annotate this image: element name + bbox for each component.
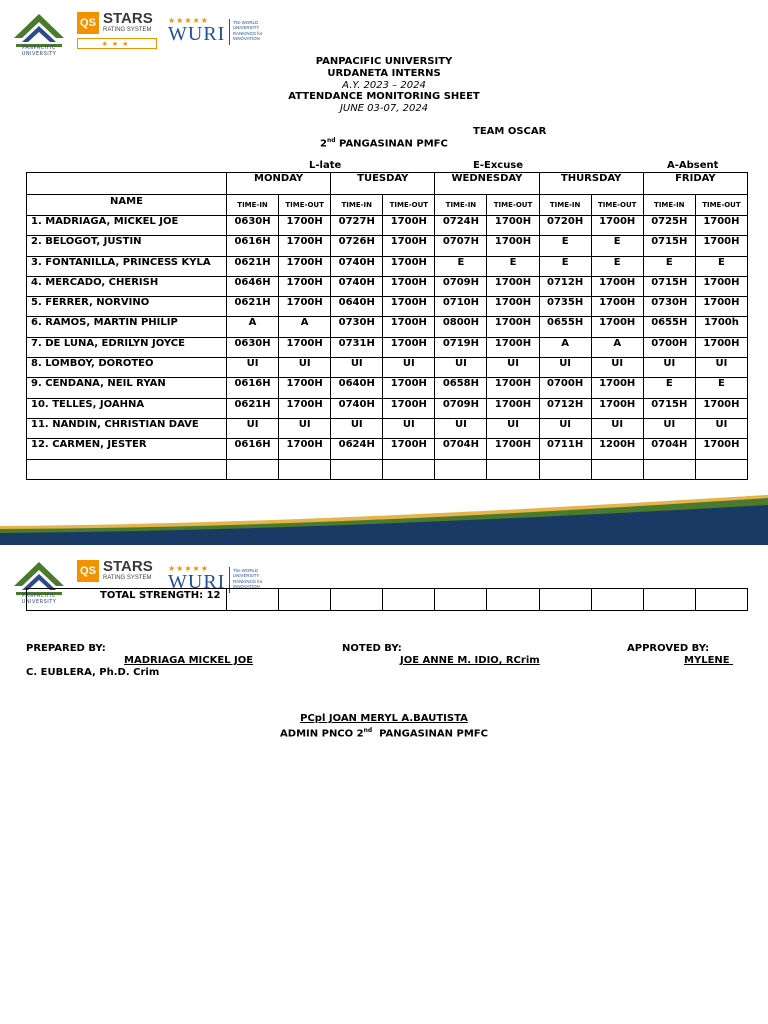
empty-cell [643, 589, 695, 611]
time-out-cell: 1700H [487, 337, 539, 357]
time-out-cell: 1700H [383, 256, 435, 276]
time-out-cell [695, 459, 747, 479]
time-in-cell: UI [643, 358, 695, 378]
time-out-cell: 1700H [591, 216, 643, 236]
time-out-cell: 1700H [695, 216, 747, 236]
approved-by-label: APPROVED BY: [627, 643, 710, 654]
time-out-cell: 1700H [695, 439, 747, 459]
name-header-blank [27, 173, 227, 195]
table-row [27, 276, 748, 296]
time-in-cell: 0735H [539, 297, 591, 317]
wurl-logo-text: WURI [168, 571, 226, 593]
time-in-cell: UI [331, 358, 383, 378]
time-in-cell: A [539, 337, 591, 357]
time-out-header: TIME-OUT [279, 195, 331, 216]
time-in-cell [643, 459, 695, 479]
table-row [27, 337, 748, 357]
time-out-cell: 1700H [383, 337, 435, 357]
table-row [27, 418, 748, 438]
time-out-cell: 1700H [487, 276, 539, 296]
time-in-cell: 0730H [643, 297, 695, 317]
time-in-cell: 0725H [643, 216, 695, 236]
wurl-divider [229, 19, 230, 45]
time-in-cell: UI [435, 358, 487, 378]
wurl-stars: ★★★★★ [168, 564, 209, 573]
time-out-cell: 1700h [695, 317, 747, 337]
time-out-cell: E [695, 256, 747, 276]
time-out-cell: 1700H [279, 337, 331, 357]
time-in-cell: E [435, 256, 487, 276]
admin-title-unit: PANGASINAN PMFC [372, 728, 488, 740]
time-in-cell: UI [539, 358, 591, 378]
time-in-cell: 0740H [331, 256, 383, 276]
time-out-cell: 1700H [279, 216, 331, 236]
time-in-cell: 0719H [435, 337, 487, 357]
time-out-cell: 1700H [383, 378, 435, 398]
time-in-cell: 0709H [435, 398, 487, 418]
time-out-cell: 1700H [591, 276, 643, 296]
prepared-by-label: PREPARED BY: [26, 643, 106, 654]
legend-absent: A-Absent [667, 160, 719, 171]
day-header-row [27, 173, 748, 195]
time-out-cell: UI [487, 358, 539, 378]
time-in-cell: 0700H [643, 337, 695, 357]
time-in-cell: UI [227, 358, 279, 378]
wurl-description: The WORLD UNIVERSITY RANKINGS for INNOVATION [233, 20, 263, 41]
time-out-cell: 1700H [487, 216, 539, 236]
time-in-cell: E [539, 256, 591, 276]
time-in-cell: 0621H [227, 297, 279, 317]
intern-name-cell: 10. TELLES, JOAHNA [27, 398, 227, 418]
time-in-cell: 0740H [331, 398, 383, 418]
time-out-header: TIME-OUT [383, 195, 435, 216]
time-out-cell: UI [279, 418, 331, 438]
time-in-cell: 0720H [539, 216, 591, 236]
time-out-cell: 1700H [383, 398, 435, 418]
intern-name-cell: 5. FERRER, NORVINO [27, 297, 227, 317]
time-out-cell: UI [695, 418, 747, 438]
unit-name [320, 137, 448, 149]
table-row [27, 459, 748, 479]
time-in-cell: 0712H [539, 276, 591, 296]
intern-name-cell [27, 459, 227, 479]
time-in-cell: 0726H [331, 236, 383, 256]
time-out-cell: 1700H [279, 236, 331, 256]
time-in-cell: 0709H [435, 276, 487, 296]
day-header: FRIDAY [643, 173, 747, 195]
time-out-cell: 1700H [695, 337, 747, 357]
time-out-cell: UI [383, 418, 435, 438]
time-out-cell [383, 459, 435, 479]
time-in-header: TIME-IN [435, 195, 487, 216]
time-out-cell: UI [487, 418, 539, 438]
time-out-cell: 1700H [279, 439, 331, 459]
time-in-cell: E [643, 378, 695, 398]
time-in-cell: 0640H [331, 378, 383, 398]
time-out-cell [487, 459, 539, 479]
day-header: WEDNESDAY [435, 173, 539, 195]
qs-tag: QS [77, 560, 99, 582]
qs-subtitle: RATING SYSTEM [103, 575, 152, 581]
time-in-cell: 0715H [643, 236, 695, 256]
qs-title: STARS [103, 10, 153, 27]
time-in-cell: 0655H [539, 317, 591, 337]
time-out-cell: A [591, 337, 643, 357]
time-in-cell: 0704H [435, 439, 487, 459]
time-out-cell: 1700H [279, 256, 331, 276]
time-out-cell: 1700H [695, 276, 747, 296]
time-in-header: TIME-IN [227, 195, 279, 216]
time-in-cell: 0710H [435, 297, 487, 317]
qs-subtitle: RATING SYSTEM [103, 27, 152, 33]
time-out-cell: UI [383, 358, 435, 378]
day-header: MONDAY [227, 173, 331, 195]
time-in-cell: 0621H [227, 398, 279, 418]
noted-by-label: NOTED BY: [342, 643, 402, 654]
time-in-cell [539, 459, 591, 479]
empty-cell [331, 589, 383, 611]
academic-year: A.Y. 2023 – 2024 [342, 80, 426, 91]
qs-rating-stars: ★★★ [77, 38, 157, 49]
seal-caption: PANPACIFIC UNIVERSITY [21, 593, 57, 605]
table-row [27, 378, 748, 398]
noted-by-name: JOE ANNE M. IDIO, RCrim [400, 655, 540, 666]
time-out-cell: 1700H [591, 398, 643, 418]
legend-excuse: E-Excuse [473, 160, 524, 171]
day-header: TUESDAY [331, 173, 435, 195]
time-out-cell: 1700H [487, 398, 539, 418]
time-out-cell: A [279, 317, 331, 337]
time-out-header: TIME-OUT [695, 195, 747, 216]
sheet-title: ATTENDANCE MONITORING SHEET [288, 91, 480, 102]
time-in-header: TIME-IN [331, 195, 383, 216]
qs-stars-logo [77, 12, 157, 50]
time-in-header: TIME-IN [643, 195, 695, 216]
table-row [27, 439, 748, 459]
total-strength: TOTAL STRENGTH: 12 [27, 589, 227, 611]
time-in-cell: 0715H [643, 398, 695, 418]
admin-name: PCpl JOAN MERYL A.BAUTISTA [300, 713, 468, 724]
table-row [27, 236, 748, 256]
qs-title: STARS [103, 558, 153, 575]
intern-name-cell: 8. LOMBOY, DOROTEO [27, 358, 227, 378]
time-in-cell: 0646H [227, 276, 279, 296]
time-out-cell: 1700H [695, 398, 747, 418]
intern-name-cell: 12. CARMEN, JESTER [27, 439, 227, 459]
unit-label: PANGASINAN PMFC [335, 138, 448, 150]
time-in-cell: UI [643, 418, 695, 438]
time-out-cell: 1200H [591, 439, 643, 459]
time-in-cell: E [539, 236, 591, 256]
intern-name-cell: 9. CENDANA, NEIL RYAN [27, 378, 227, 398]
empty-cell [487, 589, 539, 611]
time-out-cell [591, 459, 643, 479]
time-out-cell: UI [279, 358, 331, 378]
unit-ordinal: 2 [320, 138, 327, 150]
time-out-cell: 1700H [383, 276, 435, 296]
time-in-cell: 0731H [331, 337, 383, 357]
intern-name-cell: 6. RAMOS, MARTIN PHILIP [27, 317, 227, 337]
time-out-cell: E [591, 236, 643, 256]
table-row [27, 358, 748, 378]
time-in-cell: 0655H [643, 317, 695, 337]
time-in-cell: 0700H [539, 378, 591, 398]
attendance-body [27, 216, 748, 480]
empty-cell [383, 589, 435, 611]
time-in-cell: 0707H [435, 236, 487, 256]
logo-bar-top [0, 0, 290, 60]
wurl-description: The WORLD UNIVERSITY RANKINGS for INNOVATION [233, 568, 263, 589]
decorative-wave-band [0, 495, 768, 545]
time-out-cell: 1700H [383, 236, 435, 256]
time-in-cell: 0640H [331, 297, 383, 317]
table-row [27, 398, 748, 418]
table-row [27, 297, 748, 317]
empty-cell [591, 589, 643, 611]
table-row [27, 317, 748, 337]
time-in-cell: 0616H [227, 439, 279, 459]
time-out-cell: UI [591, 418, 643, 438]
time-in-cell: 0715H [643, 276, 695, 296]
subheader-row [27, 195, 748, 216]
time-in-cell: A [227, 317, 279, 337]
name-header: NAME [27, 195, 227, 216]
time-out-cell: 1700H [591, 317, 643, 337]
time-out-cell: 1700H [383, 317, 435, 337]
sheet-period: JUNE 03-07, 2024 [339, 103, 429, 114]
table-row [27, 216, 748, 236]
time-in-header: TIME-IN [539, 195, 591, 216]
time-out-cell: E [695, 378, 747, 398]
time-in-cell: 0616H [227, 236, 279, 256]
time-out-cell: 1700H [487, 236, 539, 256]
legend-late: L-late [309, 160, 342, 171]
time-out-cell: UI [591, 358, 643, 378]
time-in-cell: 0616H [227, 378, 279, 398]
unit-ordinal-suffix: nd [326, 137, 336, 144]
time-in-cell [227, 459, 279, 479]
time-in-cell: 0704H [643, 439, 695, 459]
time-in-cell: 0800H [435, 317, 487, 337]
time-in-cell: UI [539, 418, 591, 438]
time-out-cell: UI [695, 358, 747, 378]
time-out-cell: E [487, 256, 539, 276]
time-out-cell: 1700H [695, 236, 747, 256]
time-out-cell: 1700H [383, 216, 435, 236]
empty-cell [227, 589, 279, 611]
time-out-cell: 1700H [487, 297, 539, 317]
time-in-cell: 0621H [227, 256, 279, 276]
time-out-cell: 1700H [591, 378, 643, 398]
time-in-cell: 0740H [331, 276, 383, 296]
time-out-header: TIME-OUT [487, 195, 539, 216]
time-in-cell: 0730H [331, 317, 383, 337]
time-out-cell: E [591, 256, 643, 276]
time-in-cell: UI [331, 418, 383, 438]
time-in-cell: UI [435, 418, 487, 438]
time-out-cell: 1700H [383, 439, 435, 459]
approved-by-name: MYLENE [684, 655, 734, 666]
time-in-cell: E [643, 256, 695, 276]
empty-cell [279, 589, 331, 611]
admin-title-prefix: ADMIN PNCO 2 [280, 728, 364, 740]
university-name: PANPACIFIC UNIVERSITY [315, 56, 453, 67]
wurl-logo-text: WURI [168, 23, 226, 45]
time-in-cell [435, 459, 487, 479]
intern-name-cell: 11. NANDIN, CHRISTIAN DAVE [27, 418, 227, 438]
time-out-cell: 1700H [487, 439, 539, 459]
time-out-cell: 1700H [279, 398, 331, 418]
time-in-cell: 0727H [331, 216, 383, 236]
prepared-by-name: MADRIAGA MICKEL JOE [124, 655, 254, 666]
time-out-cell: 1700H [279, 297, 331, 317]
admin-title [0, 725, 768, 740]
program-name: URDANETA INTERNS [327, 68, 441, 79]
time-in-cell [331, 459, 383, 479]
qs-tag: QS [77, 12, 99, 34]
time-out-cell: 1700H [279, 378, 331, 398]
intern-name-cell: 4. MERCADO, CHERISH [27, 276, 227, 296]
day-header: THURSDAY [539, 173, 643, 195]
time-in-cell: 0624H [331, 439, 383, 459]
wurl-stars: ★★★★★ [168, 16, 209, 25]
time-out-header: TIME-OUT [591, 195, 643, 216]
approved-by-name-continued: C. EUBLERA, Ph.D. Crim [26, 667, 160, 678]
empty-cell [435, 589, 487, 611]
intern-name-cell: 2. BELOGOT, JUSTIN [27, 236, 227, 256]
intern-name-cell: 1. MADRIAGA, MICKEL JOE [27, 216, 227, 236]
empty-cell [539, 589, 591, 611]
seal-caption: PANPACIFIC UNIVERSITY [21, 45, 57, 57]
time-out-cell: 1700H [279, 276, 331, 296]
time-out-cell: 1700H [487, 378, 539, 398]
time-out-cell: 1700H [383, 297, 435, 317]
time-out-cell: 1700H [591, 297, 643, 317]
attendance-table [26, 172, 748, 480]
time-in-cell: 0724H [435, 216, 487, 236]
time-out-cell: 1700H [487, 317, 539, 337]
strength-row [27, 589, 748, 611]
time-in-cell: 0630H [227, 337, 279, 357]
time-out-cell: 1700H [695, 297, 747, 317]
time-out-cell [279, 459, 331, 479]
intern-name-cell: 7. DE LUNA, EDRILYN JOYCE [27, 337, 227, 357]
empty-cell [695, 589, 747, 611]
time-in-cell: 0711H [539, 439, 591, 459]
team-name: TEAM OSCAR [473, 126, 547, 137]
admin-title-suffix: nd [363, 727, 373, 734]
table-row [27, 256, 748, 276]
strength-table [26, 588, 748, 611]
time-in-cell: 0630H [227, 216, 279, 236]
intern-name-cell: 3. FONTANILLA, PRINCESS KYLA [27, 256, 227, 276]
time-in-cell: 0658H [435, 378, 487, 398]
time-in-cell: UI [227, 418, 279, 438]
time-in-cell: 0712H [539, 398, 591, 418]
